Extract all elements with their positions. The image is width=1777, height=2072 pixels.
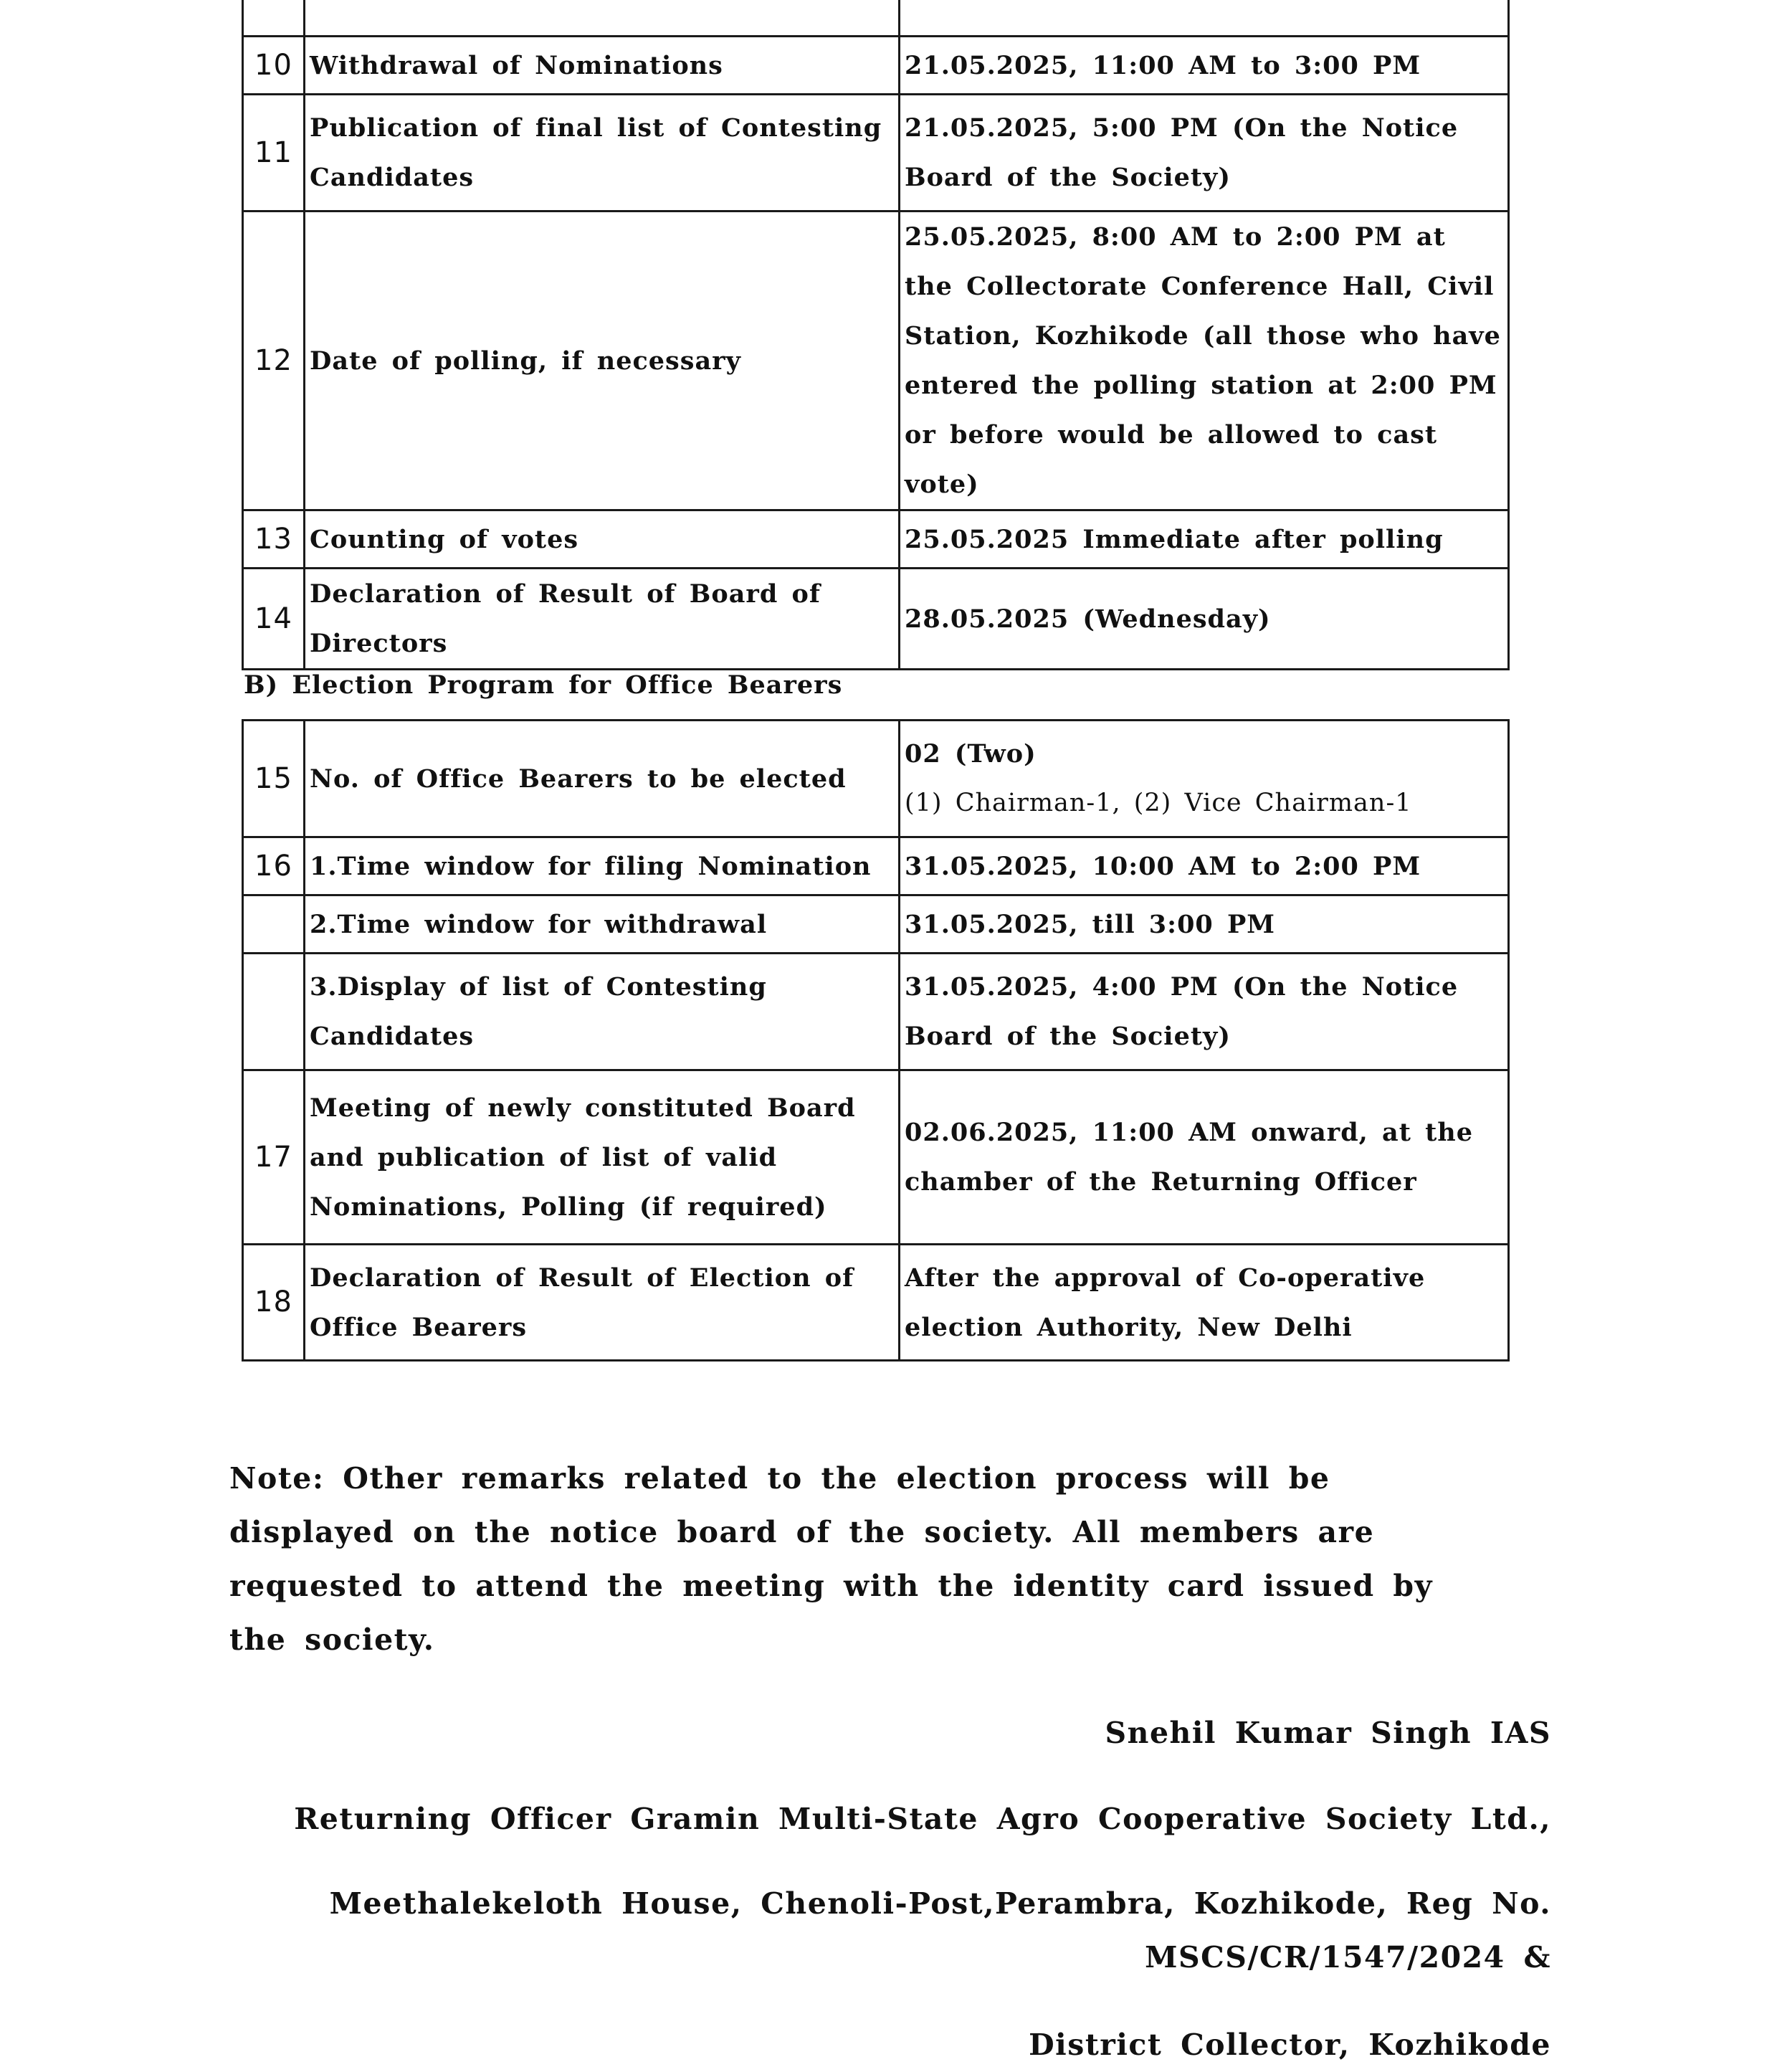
schedule-line: 02 (Two) <box>905 739 1037 769</box>
table-row <box>243 37 1509 95</box>
row-number: 14 <box>243 569 305 670</box>
note-label: Note: <box>229 1461 325 1496</box>
event-cell: No. of Office Bearers to be elected <box>305 721 900 837</box>
event-cell: Publication of final list of Contesting Candidates <box>305 95 900 212</box>
note-text: Other remarks related to the election process will be displayed on the notice board of the society. All members are requested to attend the meeting with the identity card issued by the society. <box>229 1461 1433 1657</box>
section-b-heading: B) Election Program for Office Bearers <box>244 670 843 700</box>
row-number: 13 <box>243 510 305 569</box>
table-row <box>243 895 1509 954</box>
row-number: 10 <box>243 37 305 95</box>
event-cell: 1.Time window for filing Nomination <box>305 837 900 895</box>
event-cell: 2.Time window for withdrawal <box>305 895 900 954</box>
table-row <box>243 95 1509 212</box>
row-number <box>243 895 305 954</box>
row-number: 11 <box>243 95 305 212</box>
schedule-cell <box>900 0 1509 37</box>
event-cell: Declaration of Result of Election of Office Bearers <box>305 1245 900 1361</box>
note-paragraph <box>229 1452 1498 1667</box>
schedule-cell: 31.05.2025, 4:00 PM (On the Notice Board of the Society) <box>900 954 1509 1070</box>
signatory-office: District Collector, Kozhikode <box>1029 2028 1551 2062</box>
table-row <box>243 569 1509 670</box>
signatory-designation: Returning Officer Gramin Multi-State Agro Cooperative Society Ltd., <box>294 1802 1551 1836</box>
schedule-cell <box>900 721 1509 837</box>
event-cell: Declaration of Result of Board of Directors <box>305 569 900 670</box>
table-row <box>243 721 1509 837</box>
schedule-cell: 25.05.2025 Immediate after polling <box>900 510 1509 569</box>
row-number: 12 <box>243 212 305 510</box>
schedule-cell: 31.05.2025, 10:00 AM to 2:00 PM <box>900 837 1509 895</box>
schedule-cell: 25.05.2025, 8:00 AM to 2:00 PM at the Collectorate Conference Hall, Civil Station, Kozhikode (all those who have entered the polling station at 2:00 PM or before would be allowed to cast vote) <box>900 212 1509 510</box>
table-row <box>243 954 1509 1070</box>
row-number: 18 <box>243 1245 305 1361</box>
event-cell: Date of polling, if necessary <box>305 212 900 510</box>
schedule-cell: 02.06.2025, 11:00 AM onward, at the chamber of the Returning Officer <box>900 1070 1509 1245</box>
election-schedule-table-a <box>242 0 1510 670</box>
row-number: 15 <box>243 721 305 837</box>
event-cell: Meeting of newly constituted Board and publication of list of valid Nominations, Polling (if required) <box>305 1070 900 1245</box>
row-number: 16 <box>243 837 305 895</box>
event-cell: Counting of votes <box>305 510 900 569</box>
event-cell: Withdrawal of Nominations <box>305 37 900 95</box>
event-cell <box>305 0 900 37</box>
table-row <box>243 510 1509 569</box>
schedule-cell: 21.05.2025, 5:00 PM (On the Notice Board of the Society) <box>900 95 1509 212</box>
schedule-cell: 21.05.2025, 11:00 AM to 3:00 PM <box>900 37 1509 95</box>
table-row <box>243 1245 1509 1361</box>
signatory-address-line-2: MSCS/CR/1547/2024 & <box>1145 1940 1551 1974</box>
signatory-name: Snehil Kumar Singh IAS <box>1105 1716 1551 1750</box>
schedule-cell: 31.05.2025, till 3:00 PM <box>900 895 1509 954</box>
row-number <box>243 0 305 37</box>
row-number: 17 <box>243 1070 305 1245</box>
schedule-line: (1) Chairman-1, (2) Vice Chairman-1 <box>905 789 1412 817</box>
table-row <box>243 212 1509 510</box>
table-row <box>243 0 1509 37</box>
event-cell: 3.Display of list of Contesting Candidates <box>305 954 900 1070</box>
table-row <box>243 1070 1509 1245</box>
election-schedule-table-b <box>242 719 1510 1361</box>
schedule-cell: After the approval of Co-operative election Authority, New Delhi <box>900 1245 1509 1361</box>
signatory-address-line-1: Meethalekeloth House, Chenoli-Post,Perambra, Kozhikode, Reg No. <box>329 1886 1551 1921</box>
table-row <box>243 837 1509 895</box>
schedule-cell: 28.05.2025 (Wednesday) <box>900 569 1509 670</box>
row-number <box>243 954 305 1070</box>
